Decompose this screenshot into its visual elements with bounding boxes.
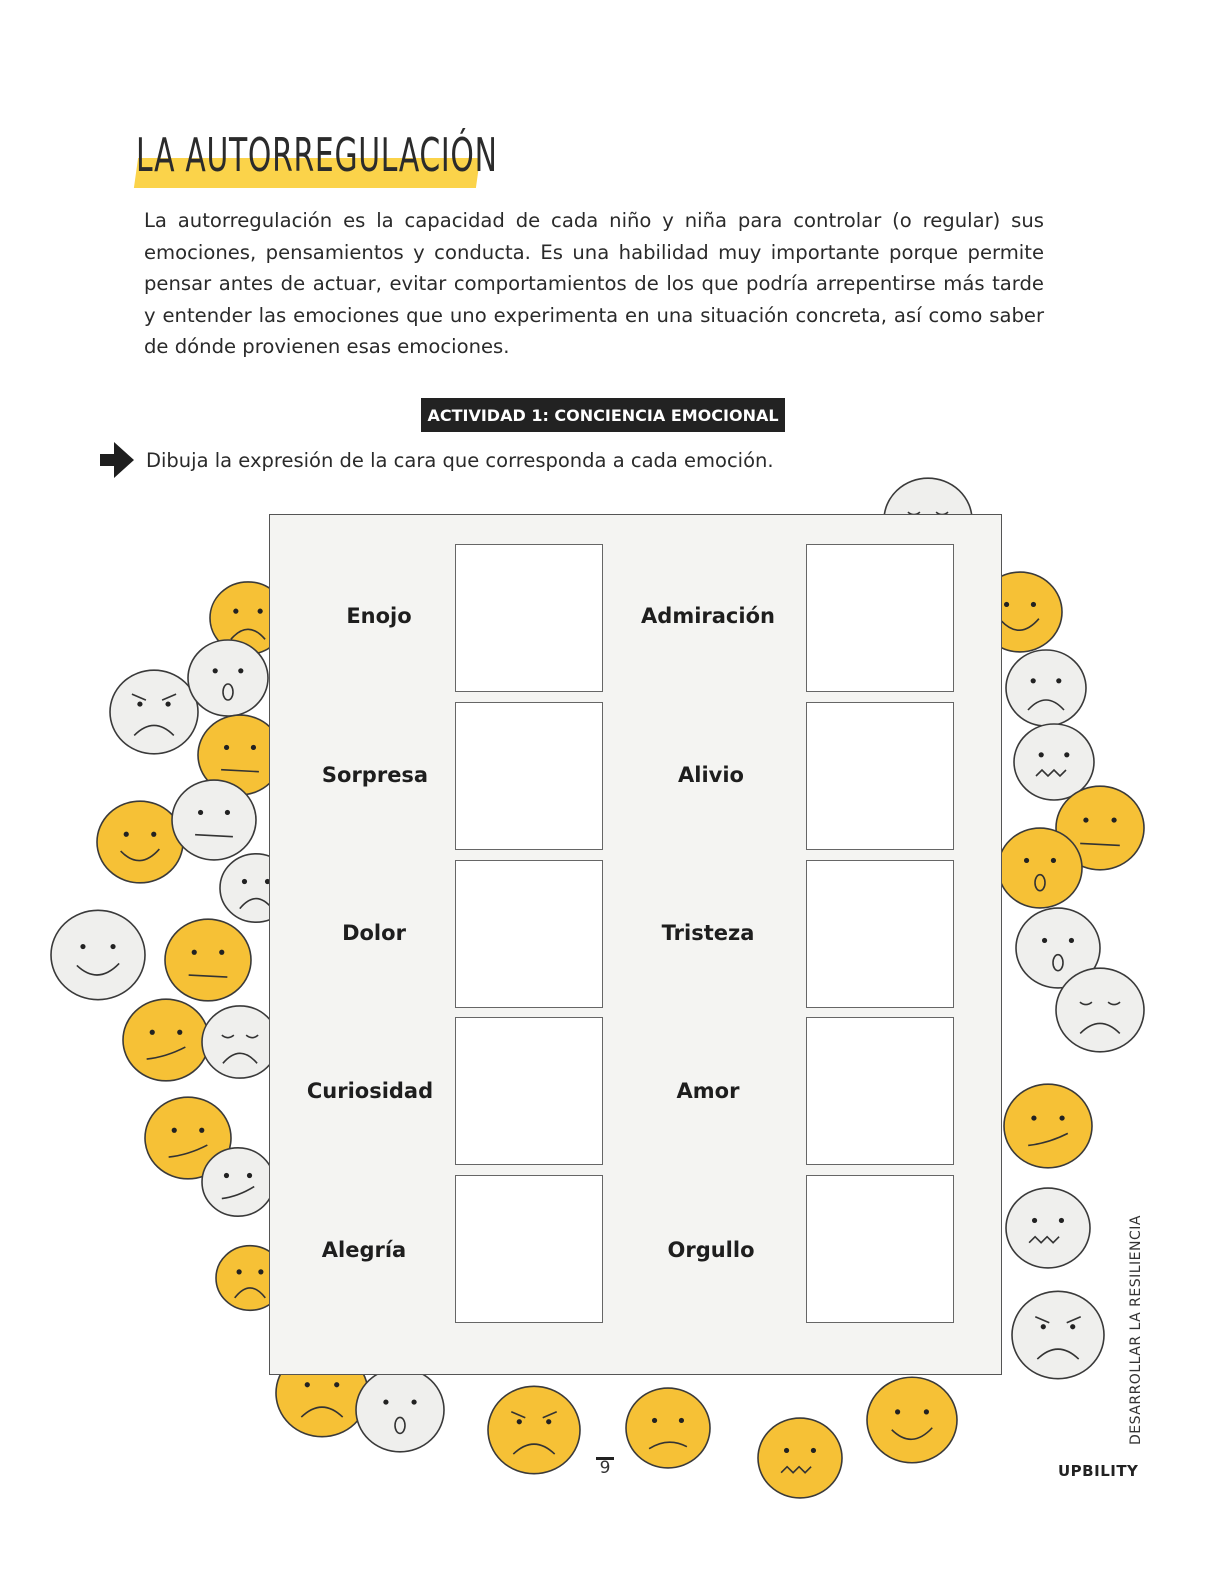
emoji-face-icon [626, 1388, 710, 1468]
drawing-box[interactable] [455, 860, 603, 1008]
emoji-face-icon [110, 670, 198, 754]
drawing-box[interactable] [806, 544, 954, 692]
emoji-face-icon [867, 1377, 957, 1463]
drawing-box[interactable] [806, 1175, 954, 1323]
intro-paragraph: La autorregulación es la capacidad de cada niño y niña para controlar (o regular) sus emociones, pensamientos y conducta. Es una habilidad muy importante porque permite pensar antes de actuar, evitar comportamientos de los que podría arrepentirse más tarde y entender las emociones que uno experimenta en una situación concreta, así como saber de dónde provienen esas emociones. [144, 209, 1044, 358]
activity-badge: ACTIVIDAD 1: CONCIENCIA EMOCIONAL [421, 398, 785, 432]
emoji-face-icon [1004, 1084, 1092, 1168]
emoji-face-icon [1012, 1291, 1104, 1378]
drawing-box[interactable] [455, 702, 603, 850]
title-block [136, 128, 638, 182]
emoji-face-icon [188, 640, 268, 716]
emotion-label: Alivio [678, 763, 744, 787]
emotion-label: Tristeza [661, 921, 755, 945]
drawing-box[interactable] [455, 1175, 603, 1323]
instruction-text: Dibuja la expresión de la cara que corresponda a cada emoción. [146, 448, 774, 472]
emoji-face-icon [165, 919, 251, 1001]
emoji-face-icon [1006, 650, 1086, 726]
emotion-label: Admiración [641, 604, 775, 628]
emoji-face-icon [1014, 724, 1094, 800]
emoji-face-icon [356, 1368, 444, 1452]
emoji-face-icon [1056, 968, 1144, 1052]
emoji-face-icon [97, 801, 183, 883]
page-number: 9 [599, 1458, 611, 1478]
drawing-box[interactable] [806, 702, 954, 850]
drawing-box[interactable] [806, 1017, 954, 1165]
emoji-face-icon [202, 1006, 278, 1078]
emoji-face-icon [202, 1148, 274, 1216]
emotion-label: Orgullo [667, 1238, 755, 1262]
section-vertical-label: DESARROLLAR LA RESILIENCIA [1128, 1215, 1144, 1445]
page-title: LA AUTORREGULACIÓN [136, 128, 498, 182]
emotion-label: Amor [676, 1079, 740, 1103]
emoji-face-icon [172, 780, 256, 860]
drawing-box[interactable] [455, 544, 603, 692]
emoji-face-icon [998, 828, 1082, 908]
emotion-label: Enojo [346, 604, 412, 628]
emotion-label: Dolor [342, 921, 406, 945]
instruction-row [98, 440, 774, 480]
emoji-face-icon [51, 910, 145, 999]
emotion-label: Alegría [321, 1238, 407, 1262]
brand-name: UPBILITY [1058, 1462, 1139, 1480]
emoji-face-icon [758, 1418, 842, 1498]
emoji-face-icon [488, 1386, 580, 1473]
emotions-panel [269, 514, 1002, 1375]
drawing-box[interactable] [455, 1017, 603, 1165]
emoji-face-icon [123, 999, 209, 1081]
drawing-box[interactable] [806, 860, 954, 1008]
emotion-label: Curiosidad [306, 1079, 434, 1103]
arrow-icon [98, 440, 136, 480]
emoji-face-icon [1006, 1188, 1090, 1268]
emotion-label: Sorpresa [321, 763, 429, 787]
